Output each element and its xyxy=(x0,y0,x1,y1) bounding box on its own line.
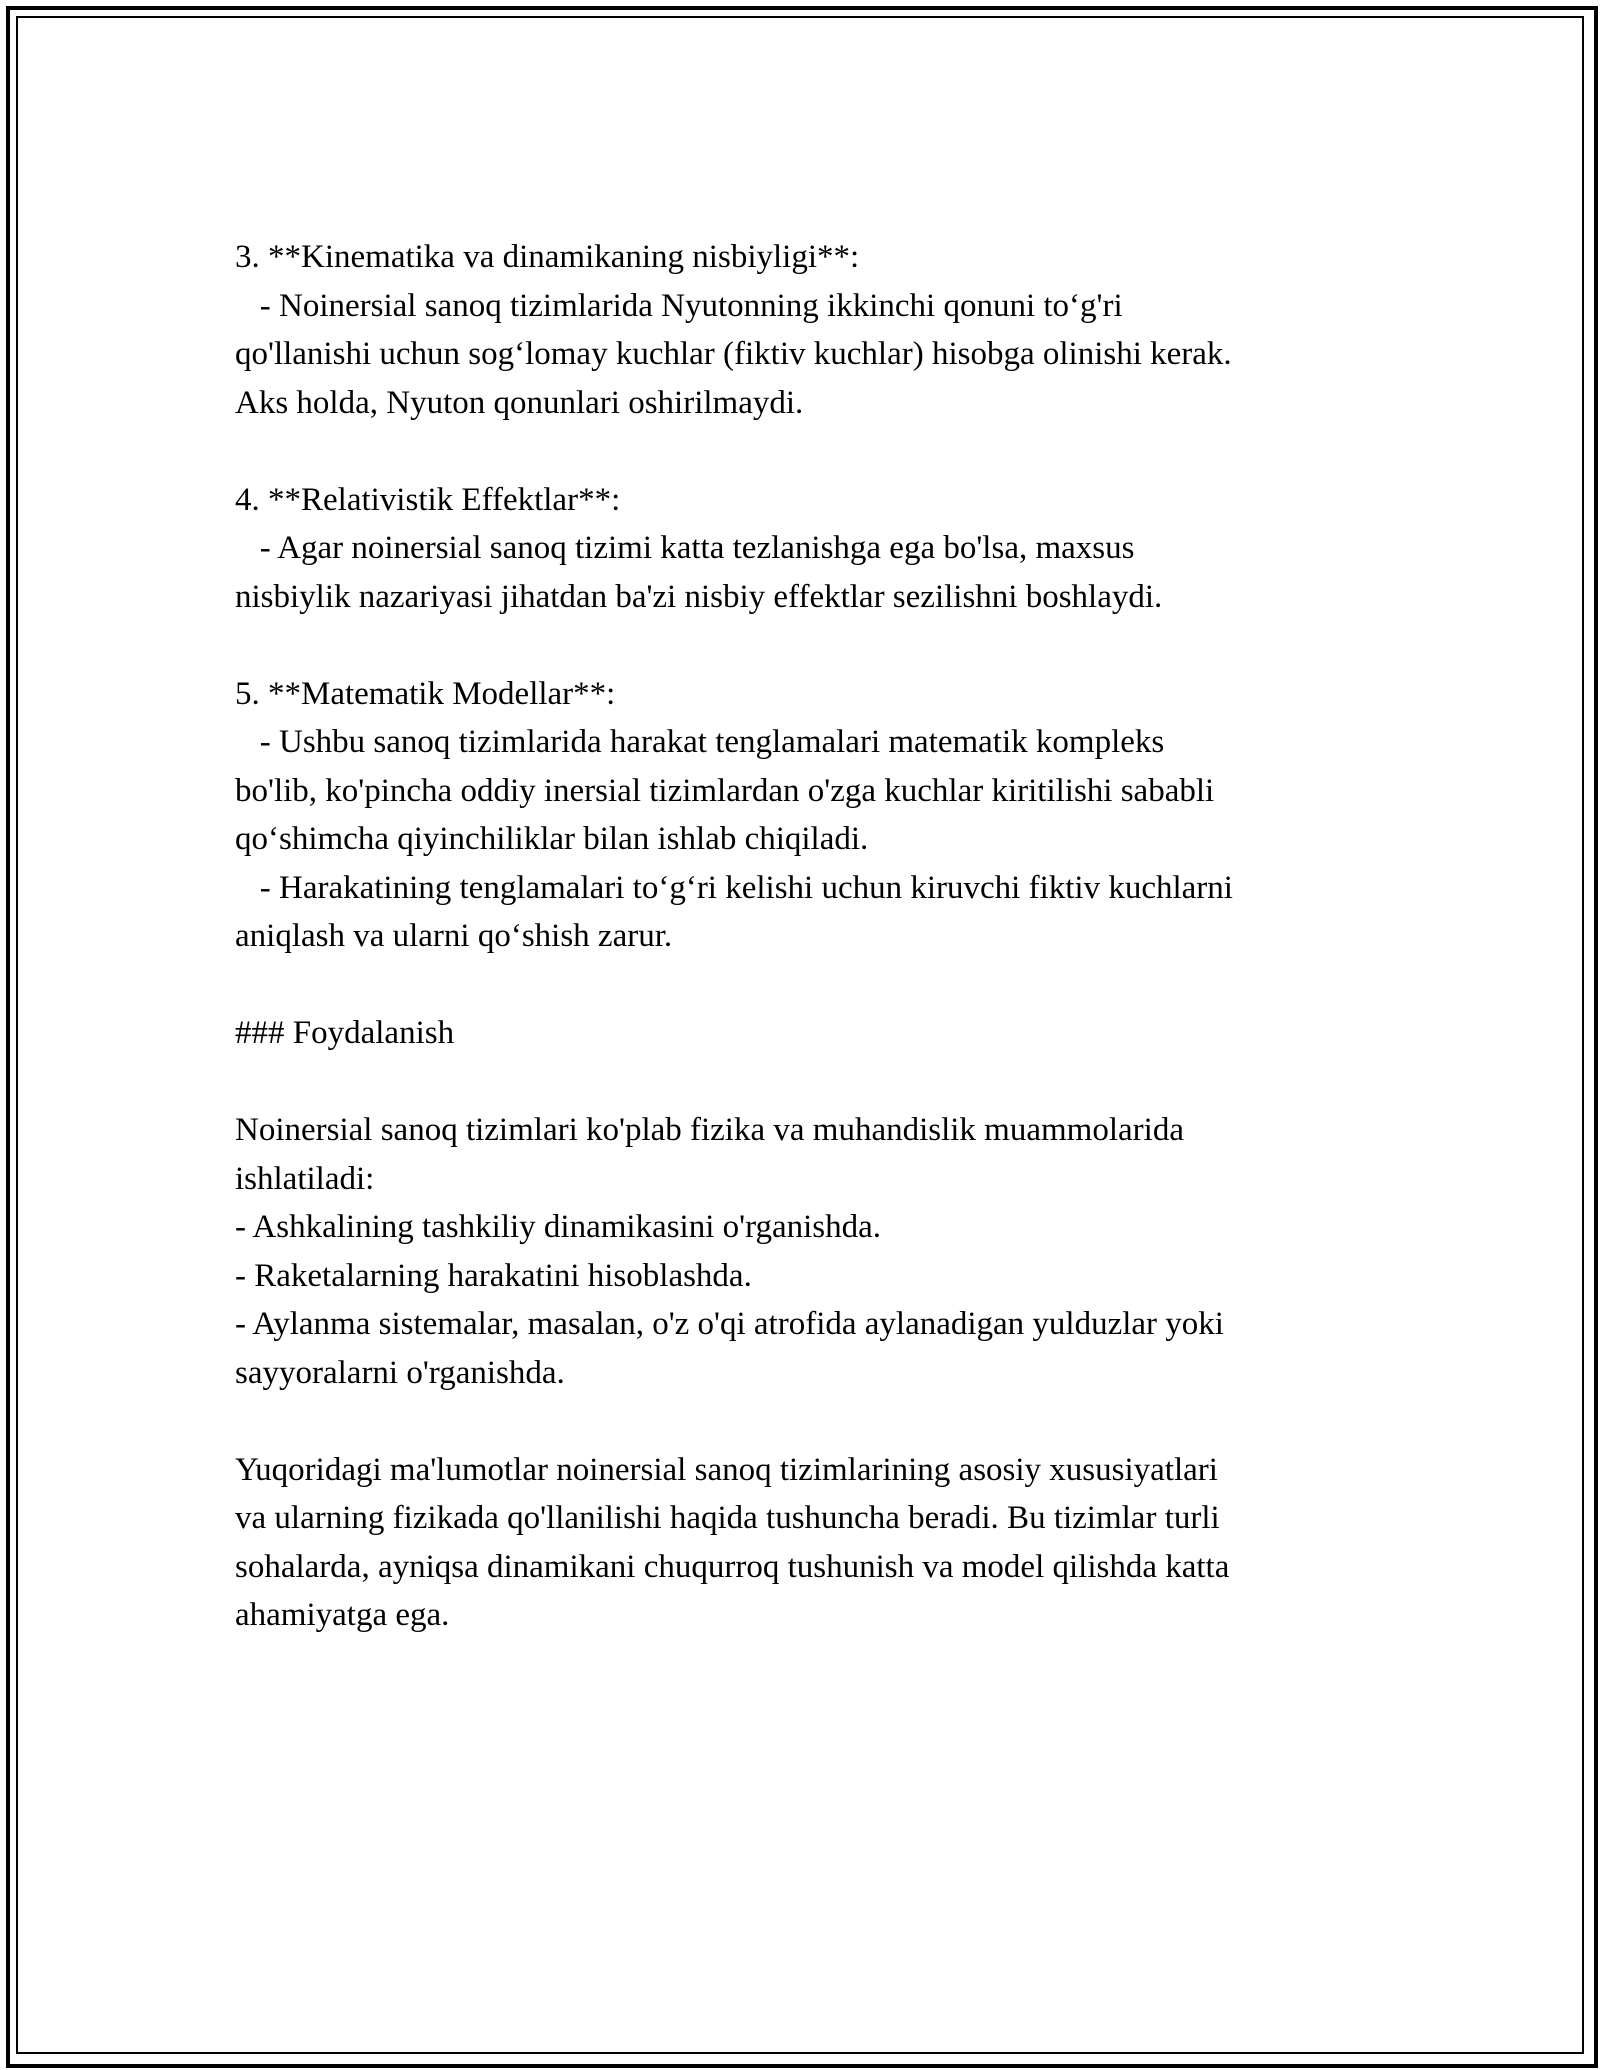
blank-line xyxy=(235,1058,1365,1107)
text-line: sayyoralarni o'rganishda. xyxy=(235,1354,565,1391)
text-line: - Harakatining tenglamalari to‘g‘ri kelishi uchun kiruvchi fiktiv kuchlarni xyxy=(235,869,1233,906)
text-line: Aks holda, Nyuton qonunlari oshirilmaydi. xyxy=(235,384,804,421)
blank-line xyxy=(235,961,1365,1010)
text-line: - Ushbu sanoq tizimlarida harakat tenglamalari matematik kompleks xyxy=(235,724,1165,760)
text-line: - Aylanma sistemalar, masalan, o'z o'qi atrofida aylanadigan yulduzlar yoki xyxy=(235,1306,1224,1342)
text-line: - Ashkalining tashkiliy dinamikasini o'rganishda. xyxy=(235,1209,882,1245)
text-line: 5. **Matematik Modellar**: xyxy=(235,675,616,712)
text-line: va ularning fizikada qo'llanilishi haqida tushuncha beradi. Bu tizimlar turli xyxy=(235,1500,1220,1536)
text-line: aniqlash va ularni qo‘shish zarur. xyxy=(235,918,673,954)
blank-line xyxy=(235,1397,1365,1446)
text-line: 4. **Relativistik Effektlar**: xyxy=(235,481,621,518)
document-body xyxy=(235,233,1365,1640)
text-line: bo'lib, ko'pincha oddiy inersial tizimlardan o'zga kuchlar kiritilishi sababli xyxy=(235,772,1215,809)
text-line: nisbiylik nazariyasi jihatdan ba'zi nisbiy effektlar sezilishni boshlaydi. xyxy=(235,578,1163,615)
text-line: 3. **Kinematika va dinamikaning nisbiyligi**: xyxy=(235,239,860,275)
text-line: ### Foydalanish xyxy=(235,1015,455,1051)
text-line: ahamiyatga ega. xyxy=(235,1597,450,1633)
text-line: qo‘shimcha qiyinchiliklar bilan ishlab chiqiladi. xyxy=(235,821,869,857)
text-line: sohalarda, ayniqsa dinamikani chuqurroq tushunish va model qilishda katta xyxy=(235,1548,1230,1585)
text-line: - Noinersial sanoq tizimlarida Nyutonning ikkinchi qonuni to‘g'ri xyxy=(235,287,1123,324)
text-line: Yuqoridagi ma'lumotlar noinersial sanoq tizimlarining asosiy xususiyatlari xyxy=(235,1451,1218,1488)
blank-line xyxy=(235,427,1365,476)
text-line: - Raketalarning harakatini hisoblashda. xyxy=(235,1257,752,1294)
text-line: ishlatiladi: xyxy=(235,1160,375,1197)
text-line: Noinersial sanoq tizimlari ko'plab fizika va muhandislik muammolarida xyxy=(235,1112,1184,1148)
text-line: - Agar noinersial sanoq tizimi katta tezlanishga ega bo'lsa, maxsus xyxy=(235,530,1135,566)
blank-line xyxy=(235,621,1365,670)
text-line: qo'llanishi uchun sog‘lomay kuchlar (fiktiv kuchlar) hisobga olinishi kerak. xyxy=(235,336,1232,372)
